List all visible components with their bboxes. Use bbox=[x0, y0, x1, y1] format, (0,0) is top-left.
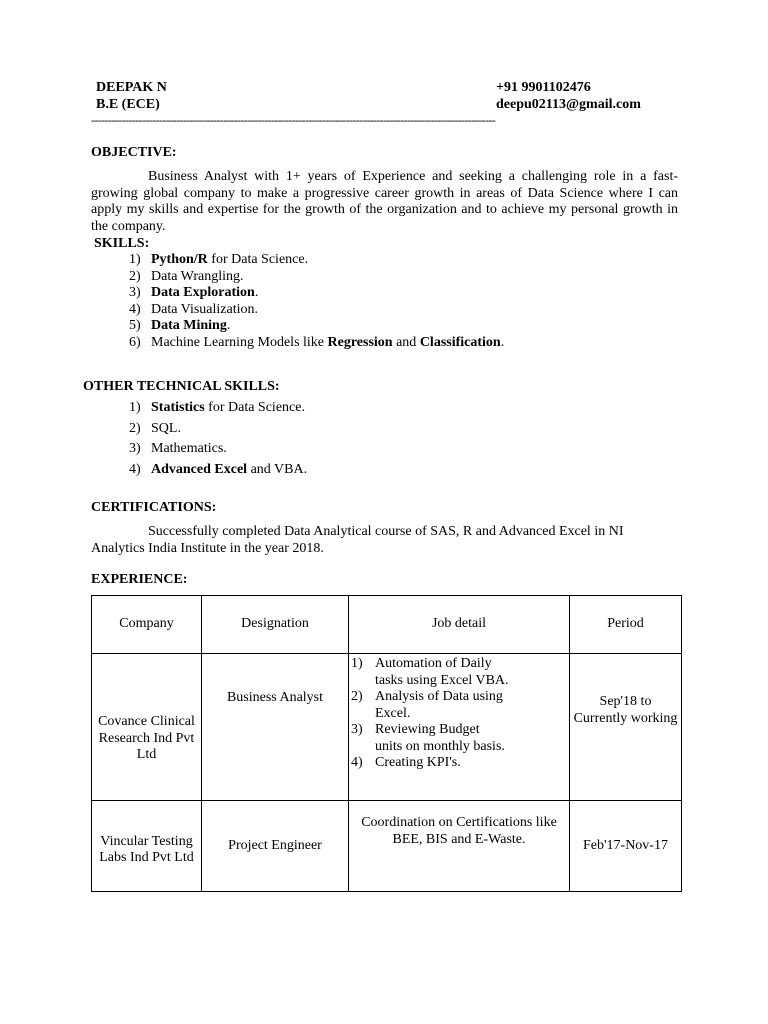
list-item: 4) Creating KPI's. bbox=[351, 755, 461, 770]
company-cell: Vincular Testing Labs Ind Pvt Ltd bbox=[92, 801, 202, 892]
list-item: 2) Analysis of Data using Excel. bbox=[351, 689, 503, 721]
list-item: 1) Statistics for Data Science. bbox=[129, 400, 305, 415]
table-header-row bbox=[92, 596, 682, 654]
column-header-company: Company bbox=[92, 596, 202, 654]
experience-table bbox=[91, 595, 682, 892]
other-skills-heading: OTHER TECHNICAL SKILLS: bbox=[83, 379, 280, 394]
list-item: 3) Reviewing Budget units on monthly basis. bbox=[351, 722, 505, 754]
column-header-designation: Designation bbox=[202, 596, 349, 654]
list-item: 2) SQL. bbox=[129, 420, 181, 436]
list-item: 2) Data Wrangling. bbox=[129, 268, 244, 284]
objective-heading: OBJECTIVE: bbox=[91, 145, 177, 160]
list-item: 4) Advanced Excel and VBA. bbox=[129, 461, 308, 477]
company-cell: Covance Clinical Research Ind Pvt Ltd bbox=[92, 654, 202, 801]
candidate-phone: +91 9901102476 bbox=[496, 80, 591, 95]
other-skills-list bbox=[129, 400, 308, 482]
period-cell: Sep'18 to Currently working bbox=[570, 654, 682, 801]
skills-heading: SKILLS: bbox=[94, 236, 150, 251]
job-detail-cell bbox=[349, 654, 570, 801]
designation-cell: Business Analyst bbox=[202, 654, 349, 801]
list-item: 1) Python/R for Data Science. bbox=[129, 252, 309, 267]
column-header-period: Period bbox=[570, 596, 682, 654]
candidate-email: deepu02113@gmail.com bbox=[496, 97, 641, 112]
skills-list bbox=[129, 252, 505, 351]
table-row bbox=[92, 801, 682, 892]
list-item: 3) Data Exploration. bbox=[129, 285, 259, 300]
experience-heading: EXPERIENCE: bbox=[91, 572, 188, 587]
objective-text: Business Analyst with 1+ years of Experience and seeking a challenging role in a fast-growing global company to make a progressive career growth in areas of Data Science where I can apply my skills and expertise for the growth of the organization and to achieve my personal growth in the company. bbox=[91, 169, 678, 234]
certifications-text: Successfully completed Data Analytical course of SAS, R and Advanced Excel in NI Analytics India Institute in the year 2018. bbox=[91, 524, 624, 556]
column-header-job-detail: Job detail bbox=[349, 596, 570, 654]
list-item: 3) Mathematics. bbox=[129, 441, 227, 456]
list-item: 1) Automation of Daily tasks using Excel VBA. bbox=[351, 656, 509, 688]
candidate-degree: B.E (ECE) bbox=[96, 97, 160, 112]
list-item: 6) Machine Learning Models like Regression and Classification. bbox=[129, 334, 505, 350]
table-row bbox=[92, 654, 682, 801]
candidate-name: DEEPAK N bbox=[96, 80, 167, 95]
certifications-heading: CERTIFICATIONS: bbox=[91, 500, 217, 515]
job-detail-list bbox=[351, 656, 509, 772]
list-item: 4) Data Visualization. bbox=[129, 301, 258, 317]
period-cell: Feb'17-Nov-17 bbox=[570, 801, 682, 892]
list-item: 5) Data Mining. bbox=[129, 318, 231, 333]
job-detail-cell: Coordination on Certifications like BEE, BIS and E-Waste. bbox=[349, 801, 570, 892]
designation-cell: Project Engineer bbox=[202, 801, 349, 892]
header-divider: ----------------------------------------------------------------------------------------------------------------------- bbox=[91, 113, 496, 127]
